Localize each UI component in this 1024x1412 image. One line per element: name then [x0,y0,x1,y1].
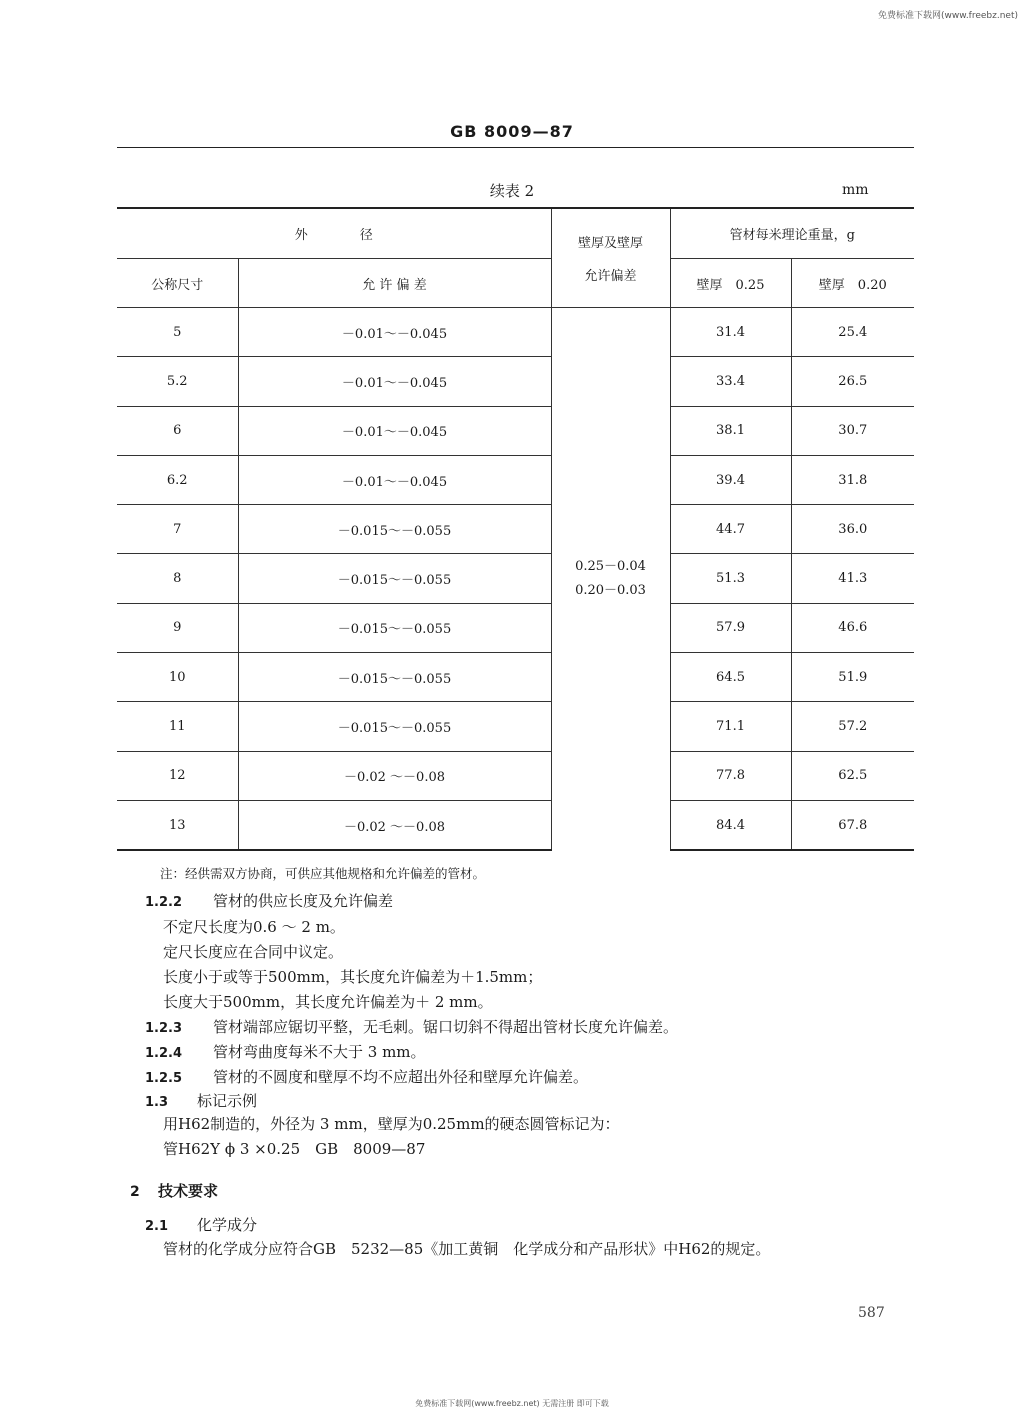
cell-nominal: 5 [117,308,238,357]
cell-weight-025: 38.1 [670,406,791,455]
section-title: 化学成分 [197,1216,258,1234]
body-line: 不定尺长度为0.6 ～ 2 m。 [163,918,345,936]
section-2-heading [130,1180,218,1201]
body-line: 管材的化学成分应符合GB 5232—85《加工黄铜 化学成分和产品形状》中H62的规定。 [163,1240,771,1258]
cell-tolerance: －0.02 ～－0.08 [238,751,551,800]
body-line: 用H62制造的，外径为 3 mm，壁厚为0.25mm的硬态圆管标记为： [163,1115,620,1133]
cell-weight-025: 51.3 [670,554,791,603]
cell-nominal: 5.2 [117,357,238,406]
cell-nominal: 8 [117,554,238,603]
header-outer-diameter: 外 径 [117,208,551,259]
cell-tolerance: －0.015～－0.055 [238,554,551,603]
table-row [117,554,914,603]
table-note: 注：经供需双方协商，可供应其他规格和允许偏差的管材。 [160,866,486,881]
document-header: GB 8009—87 [450,122,574,141]
body-line: 长度小于或等于500mm，其长度允许偏差为＋1.5mm； [163,968,543,986]
cell-weight-025: 44.7 [670,505,791,554]
section-1-2-2-heading [145,890,393,911]
cell-tolerance: －0.015～－0.055 [238,603,551,652]
table-row [117,653,914,702]
cell-nominal: 11 [117,702,238,751]
cell-weight-020: 51.9 [791,653,914,702]
section-2-1-heading [145,1214,257,1235]
cell-tolerance: －0.01～－0.045 [238,308,551,357]
cell-nominal: 12 [117,751,238,800]
section-1-2-3 [145,1016,678,1037]
cell-nominal: 7 [117,505,238,554]
table-row [117,505,914,554]
merged-line-1: 0.25－0.04 [575,559,646,575]
header-wall-thickness [551,208,670,308]
table-row [117,800,914,850]
section-title: 技术要求 [158,1182,219,1200]
header-rule [117,147,914,148]
section-title: 管材的供应长度及允许偏差 [213,892,394,910]
section-number: 2.1 [145,1219,169,1234]
cell-weight-020: 31.8 [791,455,914,504]
table-row [117,357,914,406]
cell-nominal: 10 [117,653,238,702]
header-wall-label: 壁厚及壁厚 [578,236,644,251]
section-1-2-4 [145,1041,426,1062]
cell-weight-020: 57.2 [791,702,914,751]
merged-line-2: 0.20－0.03 [575,583,646,599]
section-number: 1.2.5 [145,1071,183,1086]
section-number: 1.2.2 [145,895,183,910]
cell-nominal: 6.2 [117,455,238,504]
section-text: 管材弯曲度每米不大于 3 mm。 [213,1043,426,1061]
table-row [117,406,914,455]
cell-weight-025: 64.5 [670,653,791,702]
table-row [117,751,914,800]
cell-weight-025: 31.4 [670,308,791,357]
header-nominal-size: 公称尺寸 [117,259,238,308]
cell-nominal: 13 [117,800,238,850]
table-row [117,308,914,357]
section-number: 2 [130,1184,140,1200]
table-row [117,603,914,652]
cell-weight-025: 33.4 [670,357,791,406]
section-number: 1.3 [145,1095,169,1110]
cell-weight-020: 25.4 [791,308,914,357]
merged-wall-tolerance [551,308,670,851]
body-line: 管H62Y ϕ 3 ×0.25 GB 8009—87 [163,1140,426,1158]
table-unit: mm [842,182,869,198]
cell-weight-025: 77.8 [670,751,791,800]
cell-weight-020: 67.8 [791,800,914,850]
cell-weight-020: 46.6 [791,603,914,652]
cell-nominal: 6 [117,406,238,455]
section-title: 标记示例 [197,1092,258,1110]
section-1-3-heading [145,1090,257,1111]
cell-nominal: 9 [117,603,238,652]
cell-weight-025: 71.1 [670,702,791,751]
cell-tolerance: －0.015～－0.055 [238,653,551,702]
cell-weight-020: 30.7 [791,406,914,455]
header-tolerance: 允 许 偏 差 [238,259,551,308]
header-wall-020: 壁厚 0.20 [791,259,914,308]
watermark-top: 免费标准下载网(www.freebz.net) [878,11,1018,21]
section-1-2-5 [145,1066,588,1087]
cell-tolerance: －0.01～－0.045 [238,357,551,406]
tolerance-table [117,207,914,851]
cell-weight-025: 57.9 [670,603,791,652]
table-row [117,702,914,751]
cell-weight-020: 36.0 [791,505,914,554]
cell-weight-025: 39.4 [670,455,791,504]
header-wall-tolerance-label: 允许偏差 [584,269,637,284]
header-wall-025: 壁厚 0.25 [670,259,791,308]
cell-weight-020: 26.5 [791,357,914,406]
cell-tolerance: －0.015～－0.055 [238,505,551,554]
watermark-bottom: 免费标准下载网(www.freebz.net) 无需注册 即可下载 [415,1399,609,1408]
cell-tolerance: －0.01～－0.045 [238,455,551,504]
body-line: 定尺长度应在合同中议定。 [163,943,344,961]
section-number: 1.2.3 [145,1021,183,1036]
section-text: 管材端部应锯切平整，无毛刺。锯口切斜不得超出管材长度允许偏差。 [213,1018,679,1036]
cell-tolerance: －0.02 ～－0.08 [238,800,551,850]
page-number: 587 [858,1305,885,1321]
header-weight: 管材每米理论重量，g [670,208,914,259]
section-text: 管材的不圆度和壁厚不均不应超出外径和壁厚允许偏差。 [213,1068,589,1086]
table-caption: 续表 2 [489,182,535,200]
body-line: 长度大于500mm，其长度允许偏差为＋ 2 mm。 [163,993,493,1011]
cell-weight-025: 84.4 [670,800,791,850]
table-row [117,455,914,504]
cell-tolerance: －0.015～－0.055 [238,702,551,751]
cell-tolerance: －0.01～－0.045 [238,406,551,455]
cell-weight-020: 62.5 [791,751,914,800]
cell-weight-020: 41.3 [791,554,914,603]
section-number: 1.2.4 [145,1046,183,1061]
